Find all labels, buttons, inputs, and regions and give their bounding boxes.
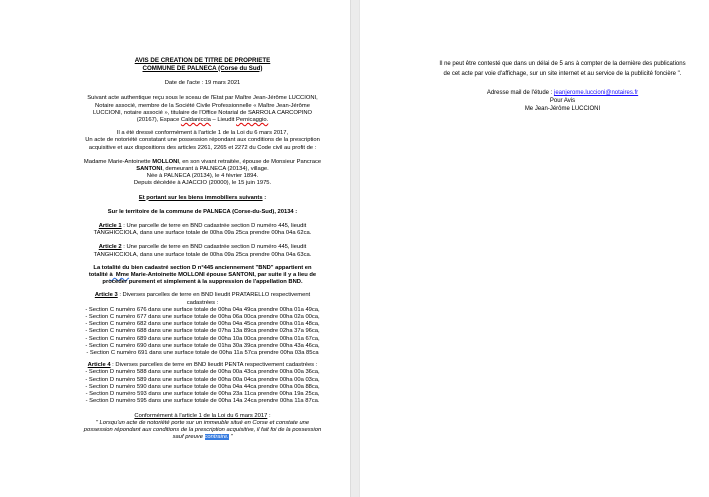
intro-text: (20167), Espace	[136, 117, 181, 123]
law-quote-text: "	[228, 434, 233, 441]
date-line: Date de l'acte : 19 mars 2021	[164, 80, 241, 87]
parcel-row: - Section D numéro 593 dans une surface totale de 00ha 23a 11ca prendre 00ha 19a 25ca,	[85, 391, 320, 398]
parcel-row: - Section C numéro 690 dans une surface totale de 01ha 30a 39ca prendre 00ha 43a 46ca,	[85, 342, 320, 349]
mail-line	[435, 89, 690, 97]
page-gap-divider	[350, 0, 360, 497]
email-link[interactable]: jeanjerome.luccioni@notaires.fr	[554, 90, 639, 97]
article-1-line	[81, 223, 324, 230]
portant-heading-text: Et portant sur les biens immobiliers suivants	[138, 194, 263, 201]
totality-line: procéder purement et simplement à la suppression de l'appellation BND.	[102, 279, 303, 286]
beneficiary-line	[81, 166, 324, 173]
grammar-marked-text: à Mme	[109, 272, 130, 279]
beneficiary-text: , en son vivant retraitée, épouse de Monsieur Pancrace	[178, 158, 322, 165]
parcel-row: - Section C numéro 689 dans une surface totale de 00ha 10a 00ca prendre 00ha 01a 67ca,	[85, 335, 320, 342]
doc-title	[81, 57, 324, 72]
portant-heading	[81, 195, 324, 202]
law-quote-line	[81, 434, 324, 441]
article-2-label: Article 2	[98, 244, 122, 251]
law-quote-text: sauf preuve	[172, 434, 205, 441]
article-4	[81, 362, 324, 405]
parcel-row: - Section D numéro 589 dans une surface totale de 00ha 00a 04ca prendre 00ha 00a 03ca,	[85, 376, 320, 383]
misspelled-word: Caldaniccia	[180, 117, 211, 123]
notoriety-line: Un acte de notoriété constatant une possession répondant aux conditions de la prescription	[85, 137, 320, 144]
beneficiary-text: Madame Marie-Antoinette	[83, 158, 153, 165]
totality-line	[81, 272, 324, 279]
totality-line: La totalité du bien cadastré section D n°445 anciennement "BND" appartient en	[93, 264, 312, 271]
territory-heading: Sur le territoire de la commune de PALNECA (Corse-du-Sud), 20134 :	[107, 208, 298, 215]
page-right	[360, 0, 709, 497]
intro-paragraph	[81, 95, 324, 124]
intro-line: LUCCIONI, notaire associé », titulaire de l'Office Notarial de SARROLA CARCOPINO	[92, 109, 313, 116]
law-reference-colon: :	[267, 412, 271, 419]
portant-heading-colon: :	[262, 194, 267, 201]
intro-line: Notaire associé, membre de la Société Civile Professionnelle « Maître Jean-Jérôme	[95, 102, 310, 109]
title-line-1: AVIS DE CREATION DE TITRE DE PROPRIETE	[134, 57, 271, 64]
beneficiary-paragraph	[81, 159, 324, 188]
beneficiary-text: , demeurant à PALNECA (20134), village.	[162, 166, 269, 173]
totality-text: Marie-Antoinette MOLLONI épouse SANTONI, par suite il y a lieu de	[129, 272, 317, 279]
notoriety-line: Il a été dressé conformément à l'article 1 de la Loi du 6 mars 2017,	[116, 130, 289, 137]
parcel-row: - Section D numéro 595 dans une surface totale de 00ha 14a 24ca prendre 00ha 11a 87ca.	[85, 398, 320, 405]
signature-line: Me Jean-Jérôme LUCCIONI	[524, 106, 601, 113]
misspelled-word: Pernicaggio.	[236, 117, 269, 123]
beneficiary-line	[81, 159, 324, 166]
spouse-name: SANTONI	[136, 166, 163, 173]
article-1-label: Article 1	[98, 223, 122, 230]
parcel-row: - Section D numéro 590 dans une surface totale de 00ha 04a 44ca prendre 00ha 00a 88ca,	[85, 383, 320, 390]
article-3	[81, 292, 324, 357]
law-quote-block	[81, 413, 324, 442]
notoriety-line: acquisitive et aux dispositions des articles 2261, 2265 et 2272 du Code civil au profit de :	[88, 144, 317, 151]
intro-text: – Lieudit	[210, 117, 237, 123]
article-1	[81, 223, 324, 237]
article-3-heading-line2: cadastrées :	[186, 299, 219, 306]
contact-block	[435, 89, 690, 113]
pour-avis-line: Pour Avis	[549, 98, 576, 105]
selected-text[interactable]: contraire.	[204, 434, 229, 441]
article-4-text: : Diverses parcelles de terre en BND lieudit PENTA respectivement cadastrées :	[110, 362, 318, 369]
parcel-row: - Section C numéro 677 dans une surface totale de 00ha 06a 00ca prendre 00ha 02a 00ca,	[85, 314, 320, 321]
notoriety-paragraph	[81, 130, 324, 152]
article-1-line: TANGHICCIOLA, dans une surface totale de 00ha 09a 25ca prendre 00ha 04a 62ca.	[93, 230, 312, 237]
beneficiary-name: MOLLONI	[152, 158, 179, 165]
article-2-line	[81, 244, 324, 251]
birth-line: Née à PALNECA (20134), le 4 février 1894.	[146, 173, 259, 180]
parcel-row: - Section C numéro 691 dans une surface totale de 00ha 11a 57ca prendre 00ha 03a 85ca	[86, 350, 319, 357]
parcel-row: - Section C numéro 682 dans une surface totale de 00ha 04a 45ca prendre 00ha 01a 48ca,	[85, 321, 320, 328]
parcel-row: - Section C numéro 688 dans une surface totale de 07ha 13a 89ca prendre 02ha 37a 96ca,	[85, 328, 320, 335]
law-quote-line: possession répondant aux conditions de la prescription acquisitive, il fait foi de la possession	[83, 426, 322, 433]
article-2	[81, 244, 324, 258]
totality-text: totalité	[88, 272, 110, 279]
title-line-2: COMMUNE DE PALNECA (Corse du Sud)	[142, 64, 263, 72]
totality-paragraph	[81, 265, 324, 287]
article-3-label: Article 3	[94, 292, 118, 299]
parcel-row: - Section C numéro 676 dans une surface totale de 00ha 04a 49ca prendre 00ha 01a 49ca,	[85, 306, 320, 313]
law-reference-heading	[81, 413, 324, 420]
law-reference-text: Conformément à l'article 1 de la Loi du 6 mars 2017	[134, 412, 268, 419]
page-left	[0, 0, 350, 497]
contest-line: de cet acte par voie d'affichage, sur un site internet et au service de la publicité foncière ".	[443, 70, 682, 77]
death-line: Depuis décédée à AJACCIO (20000), le 15 juin 1975.	[133, 180, 272, 187]
article-4-heading	[81, 362, 324, 369]
intro-line	[81, 117, 324, 124]
contest-paragraph	[435, 60, 690, 79]
mail-label: Adresse mail de l'étude :	[486, 90, 555, 97]
article-2-line: TANGHICCIOLA, dans une surface totale de 00ha 09a 25ca prendre 00ha 04a 63ca.	[93, 251, 312, 258]
article-4-label: Article 4	[87, 362, 111, 369]
parcel-row: - Section D numéro 588 dans une surface totale de 00ha 00a 43ca prendre 00ha 00a 36ca,	[85, 369, 320, 376]
article-1-text: : Une parcelle de terre en BND cadastrée section D numéro 445, lieudit	[121, 223, 307, 230]
article-2-text: : Une parcelle de terre en BND cadastrée section D numéro 445, lieudit	[121, 244, 307, 251]
law-quote-line: " Lorsqu'un acte de notoriété porte sur un immeuble situé en Corse et constate une	[95, 419, 310, 426]
contest-line: Il ne peut être contesté que dans un délai de 5 ans à compter de la dernière des publications	[439, 61, 686, 67]
article-3-text: : Diverses parcelles de terre en BND lieudit PRATARELLO respectivement	[117, 292, 311, 299]
intro-line: Suivant acte authentique reçu sous le sceau de l'Etat par Maître Jean-Jérôme LUCCIONI,	[87, 95, 318, 102]
article-3-heading	[81, 292, 324, 299]
